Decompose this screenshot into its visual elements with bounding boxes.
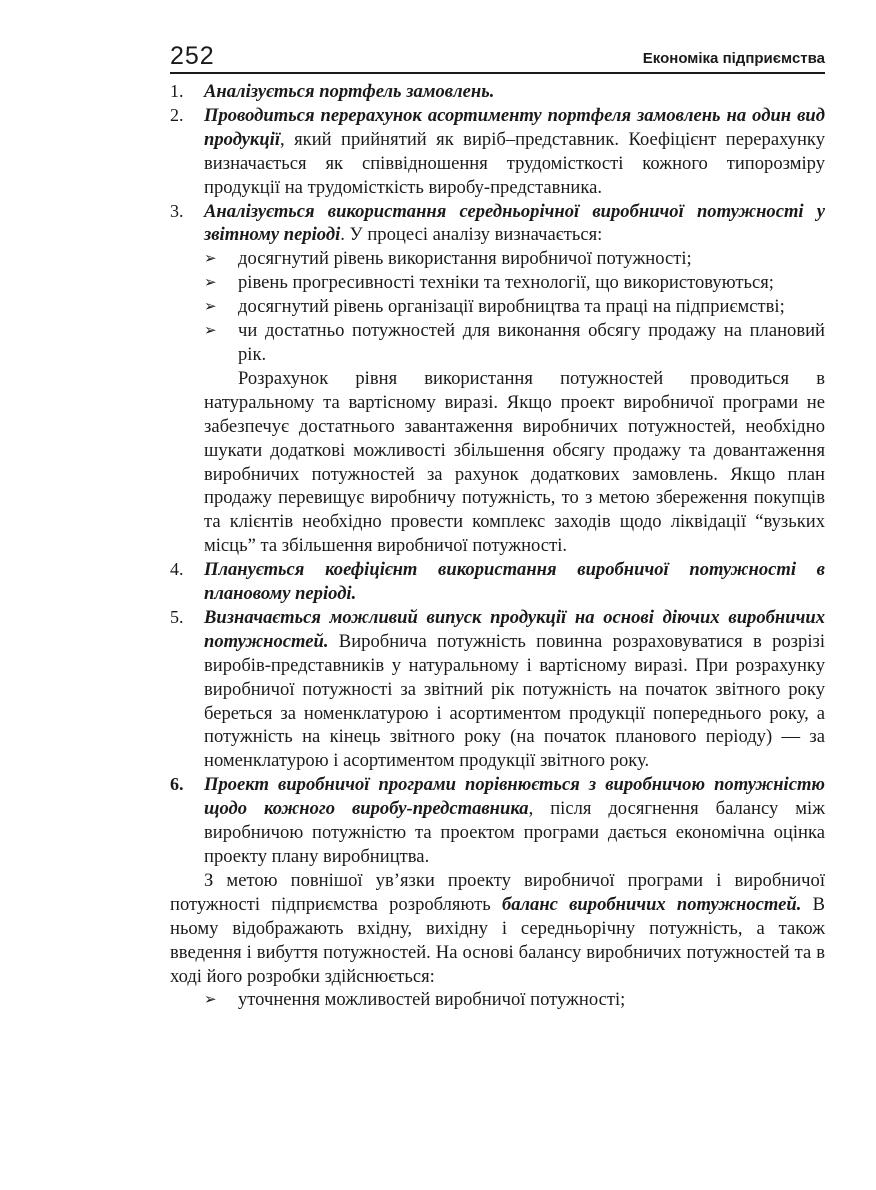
item-number: 6.	[170, 774, 184, 795]
list-item-4	[170, 558, 825, 606]
item-lead: Аналізується портфель замовлень.	[204, 81, 495, 102]
arrowhead-icon: ➢	[204, 297, 217, 316]
item-text: Виробнича потужність повинна розраховуватися в розрізі виробів-представників у натуральному і вартісному виразі. При розрахунку виробничої потужності за звітний рік потужність на початок звітного року береться за номенклатурою і асортиментом продукції попереднього року, а потужність на кінець звітного року (на початок планового періоду) — за номенклатурою і асортиментом продукції звітного року.	[204, 630, 825, 772]
item-text: . У процесі аналізу визначається:	[340, 224, 603, 246]
arrowhead-icon: ➢	[204, 249, 217, 268]
item-lead: Проводиться перерахунок асортименту портфеля замовлень на один вид продукції	[204, 104, 825, 150]
item-number: 4.	[170, 559, 184, 580]
term-emphasis: баланс виробничих потужностей.	[501, 893, 802, 915]
arrowhead-icon: ➢	[204, 990, 217, 1009]
list-item-5	[170, 606, 825, 773]
bullet-item: ➢ чи достатньо потужностей для виконання обсягу продажу на плановий рік.	[204, 320, 825, 365]
arrowhead-icon: ➢	[204, 273, 217, 292]
running-title: Економіка підприємства	[642, 50, 825, 67]
page-body	[170, 80, 825, 1012]
item-lead: Проект виробничої програми порівнюється з виробничою потужністю щодо кожного виробу-представника	[204, 774, 825, 820]
list-item-6	[170, 773, 825, 869]
bullet-item: ➢ рівень прогресивності техніки та технології, що використовуються;	[204, 272, 774, 294]
list-item-2	[170, 104, 825, 200]
page-number: 252	[170, 42, 215, 70]
bullet-item: ➢ уточнення можливостей виробничої потужності;	[204, 989, 626, 1011]
item-number: 1.	[170, 81, 184, 101]
list-item-3	[170, 200, 825, 248]
arrowhead-icon: ➢	[204, 321, 217, 340]
list-item-1	[170, 80, 825, 104]
item-number: 3.	[170, 200, 184, 221]
item-lead: Аналізується використання середньорічної виробничої потужності у звітному періоді	[204, 200, 825, 246]
bullet-item: ➢ досягнутий рівень організації виробництва та праці на підприємстві;	[204, 296, 785, 318]
item-lead: Планується коефіцієнт використання виробничої потужності в плановому періоді.	[204, 559, 825, 605]
paragraph: З метою повнішої ув’язки проекту виробничої програми і виробничої потужності підприємства розробляють баланс виробничих потужностей. В ньому відображають вхідну, вихідну і середньорічну потужність, а також введення і вибуття потужностей. На основі балансу виробничих потужностей та в ході його розробки здійснюється:	[170, 869, 825, 987]
item-number: 5.	[170, 606, 184, 627]
paragraph: Розрахунок рівня використання потужностей проводиться в натуральному та вартісному виразі. Якщо проект виробничої програми не забезпечує достатнього завантаження виробничих потужностей, необхідно шукати додаткові можливості збільшення обсягу продажу та довантаження виробничих потужностей за рахунок додаткових замовлень. Якщо план продажу перевищує виробничу потужність, то з метою збереження покупців та клієнтів необхідно провести комплекс заходів щодо ліквідації “вузьких місць” та збільшення виробничої потужності.	[204, 367, 825, 557]
bullet-list	[204, 247, 825, 367]
bullet-list	[204, 988, 825, 1012]
item-text: , після досягнення балансу між виробничою потужністю та проектом програми дається економічна оцінка проекту плану виробництва.	[204, 798, 825, 867]
page-header	[170, 42, 825, 74]
item-lead: Визначається можливий випуск продукції на основі діючих виробничих потужностей.	[204, 606, 825, 652]
bullet-item: ➢ досягнутий рівень використання виробничої потужності;	[204, 248, 692, 270]
item-text: , який прийнятий як виріб–представник. Коефіцієнт перерахунку визначається як співвідношення трудомісткості кожного типорозміру продукції на трудомісткість виробу-представника.	[204, 128, 825, 198]
item-number: 2.	[170, 104, 184, 125]
